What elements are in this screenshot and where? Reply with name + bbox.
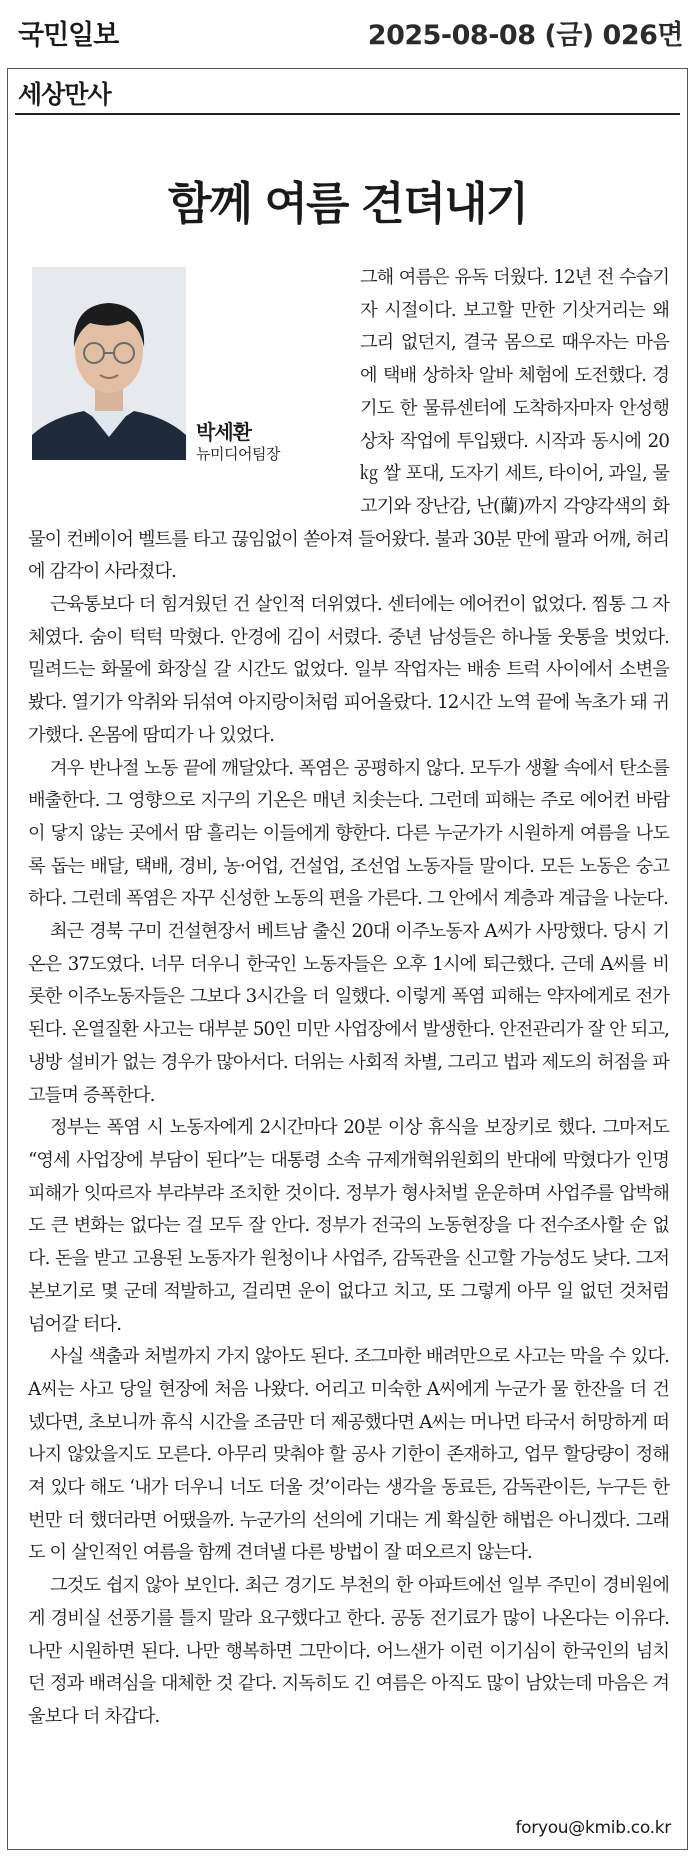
column-body	[28, 262, 669, 1734]
author-title: 뉴미디어팀장	[196, 445, 280, 463]
paragraph: 겨우 반나절 노동 끝에 깨달았다. 폭염은 공평하지 않다. 모두가 생활 속에서 탄소를 배출한다. 그 영향으로 지구의 기온은 매년 치솟는다. 그런데 피해는 주로 에어컨 바람이 닿지 않는 곳에서 땀 흘리는 이들에게 향한다. 다른 누군가가 시원하게 여름을 나도록 돕는 배달, 택배, 경비, 농·어업, 건설업, 조선업 노동자들 말이다. 모든 노동은 숭고하다. 그런데 폭염은 자꾸 신성한 노동의 편을 가른다. 그 안에서 계층과 계급을 나눈다.	[28, 757, 669, 910]
author-photo	[32, 267, 186, 460]
paragraph: 최근 경북 구미 건설현장서 베트남 출신 20대 이주노동자 A씨가 사망했다. 당시 기온은 37도였다. 너무 더우니 한국인 노동자들은 오후 1시에 퇴근했다. 근데 A씨를 비롯한 이주노동자들은 그보다 3시간을 더 일했다. 이렇게 폭염 피해는 약자에게로 전가된다. 온열질환 사고는 대부분 50인 미만 사업장에서 발생한다. 안전관리가 잘 안 되고, 냉방 설비가 없는 경우가 많아서다. 더위는 사회적 차별, 그리고 법과 제도의 허점을 파고들며 증폭한다.	[28, 921, 669, 1106]
issue-date-page: 2025-08-08 (금) 026면	[367, 20, 683, 51]
author-name: 박세환	[196, 420, 251, 444]
section-label: 세상만사	[18, 80, 111, 109]
paragraph: 사실 색출과 처벌까지 가지 않아도 된다. 조그마한 배려만으로 사고는 막을 수 있다. A씨는 사고 당일 현장에 처음 나왔다. 어리고 미숙한 A씨에게 누군가 물 한잔을 더 건넸다면, 초보니까 휴식 시간을 조금만 더 제공했다면 A씨는 머나먼 타국서 허망하게 떠나지 않았을지도 모른다. 아무리 맞춰야 할 공사 기한이 존재하고, 업무 할당량이 정해져 있다 해도 ‘내가 더우니 너도 더울 것’이라는 생각을 동료든, 감독관이든, 누구든 한번만 더 했더라면 어땠을까. 누군가의 선의에 기대는 게 확실한 해법은 아니겠다. 그래도 이 살인적인 여름을 함께 견뎌낼 다른 방법이 잘 떠오르지 않는다.	[28, 1346, 669, 1564]
paragraph: 정부는 폭염 시 노동자에게 2시간마다 20분 이상 휴식을 보장키로 했다. 그마저도 “영세 사업장에 부담이 된다”는 대통령 소속 규제개혁위원회의 반대에 막혔다가 인명 피해가 잇따르자 부랴부랴 조치한 것이다. 정부가 형사처벌 운운하며 사업주를 압박해도 큰 변화는 없다는 걸 모두 잘 안다. 정부가 전국의 노동현장을 다 전수조사할 순 없다. 돈을 받고 고용된 노동자가 원청이나 사업주, 감독관을 신고할 가능성도 낮다. 그저 본보기로 몇 군데 적발하고, 걸리면 운이 없다고 치고, 또 그렇게 아무 일 없던 것처럼 넘어갈 터다.	[28, 1117, 669, 1335]
paragraph: 그것도 쉽지 않아 보인다. 최근 경기도 부천의 한 아파트에선 일부 주민이 경비원에게 경비실 선풍기를 틀지 말라 요구했다고 한다. 공동 전기료가 많이 나온다는 이유다. 나만 시원하면 된다. 나만 행복하면 그만이다. 어느샌가 이런 이기심이 한국인의 넘치던 정과 배려심을 대체한 것 같다. 지독히도 긴 여름은 아직도 많이 남았는데 마음은 겨울보다 더 차갑다.	[28, 1575, 669, 1727]
column-frame	[7, 68, 688, 1850]
paragraph: 근육통보다 더 힘겨웠던 건 살인적 더위였다. 센터에는 에어컨이 없었다. 찜통 그 자체였다. 숨이 턱턱 막혔다. 안경에 김이 서렸다. 중년 남성들은 하나둘 웃통을 벗었다. 밀려드는 화물에 화장실 갈 시간도 없었다. 일부 작업자는 배송 트럭 사이에서 소변을 봤다. 열기가 악취와 뒤섞여 아지랑이처럼 피어올랐다. 12시간 노역 끝에 녹초가 돼 귀가했다. 온몸에 땀띠가 나 있었다.	[28, 594, 669, 746]
column-headline: 함께 여름 견뎌내기	[167, 177, 528, 230]
masthead	[0, 0, 697, 62]
paragraph: 그해 여름은 유독 더웠다. 12년 전 수습기자 시절이다. 보고할 만한 기삿거리는 왜 그리 없던지, 결국 몸으로 때우자는 마음에 택배 상하차 알바 체험에 도전했다. 경기도 한 물류센터에 도착하자마자 안성행 상차 작업에 투입됐다. 시작과 동시에 20㎏ 쌀 포대, 도자기 세트, 타이어, 과일, 물고기와 장난감, 난(蘭)까지 각양각색의 화물이 컨베이어 벨트를 타고 끊임없이 쏟아져 들어왔다. 불과 30분 만에 팔과 어깨, 허리에 감각이 사라졌다.	[28, 267, 669, 583]
newspaper-name: 국민일보	[18, 20, 119, 51]
author-email: foryou@kmib.co.kr	[515, 1818, 671, 1838]
section-divider	[15, 113, 680, 115]
